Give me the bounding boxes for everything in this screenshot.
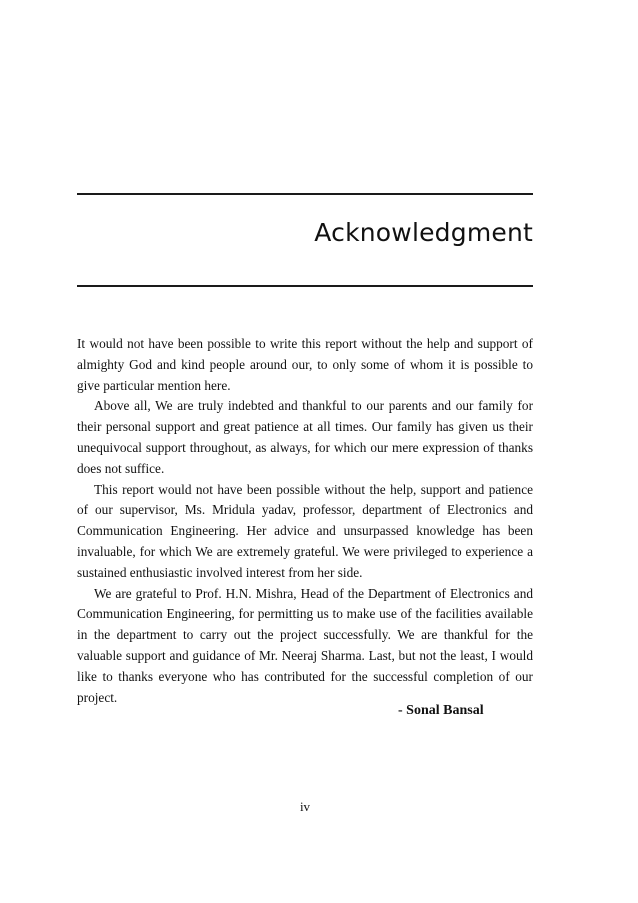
- acknowledgment-body: [77, 334, 533, 708]
- paragraph: Above all, We are truly indebted and thankful to our parents and our family for their personal support and great patience at all times. Our family has given us their unequivocal support throughout, as always, for which our mere expression of thanks does not suffice.: [77, 398, 533, 476]
- chapter-title: Acknowledgment: [314, 218, 533, 247]
- bottom-rule: [77, 285, 533, 287]
- paragraph: It would not have been possible to write this report without the help and support of almighty God and kind people around our, to only some of whom it is possible to give particular mention here.: [77, 336, 533, 393]
- paragraph: This report would not have been possible without the help, support and patience of our supervisor, Ms. Mridula yadav, professor, department of Electronics and Communication Engineering. Her advice and unsurpassed knowledge has been invaluable, for which We are extremely grateful. We were privileged to experience a sustained enthusiastic involved interest from her side.: [77, 481, 533, 580]
- paragraph: We are grateful to Prof. H.N. Mishra, Head of the Department of Electronics and Communication Engineering, for permitting us to make use of the facilities available in the department to carry out the project successfully. We are thankful for the valuable support and guidance of Mr. Neeraj Sharma. Last, but not the least, I would like to thanks everyone who has contributed for the successful completion of our project.: [77, 585, 533, 705]
- page-number: iv: [299, 799, 311, 814]
- signature: - Sonal Bansal: [398, 703, 484, 718]
- top-rule: [77, 193, 533, 195]
